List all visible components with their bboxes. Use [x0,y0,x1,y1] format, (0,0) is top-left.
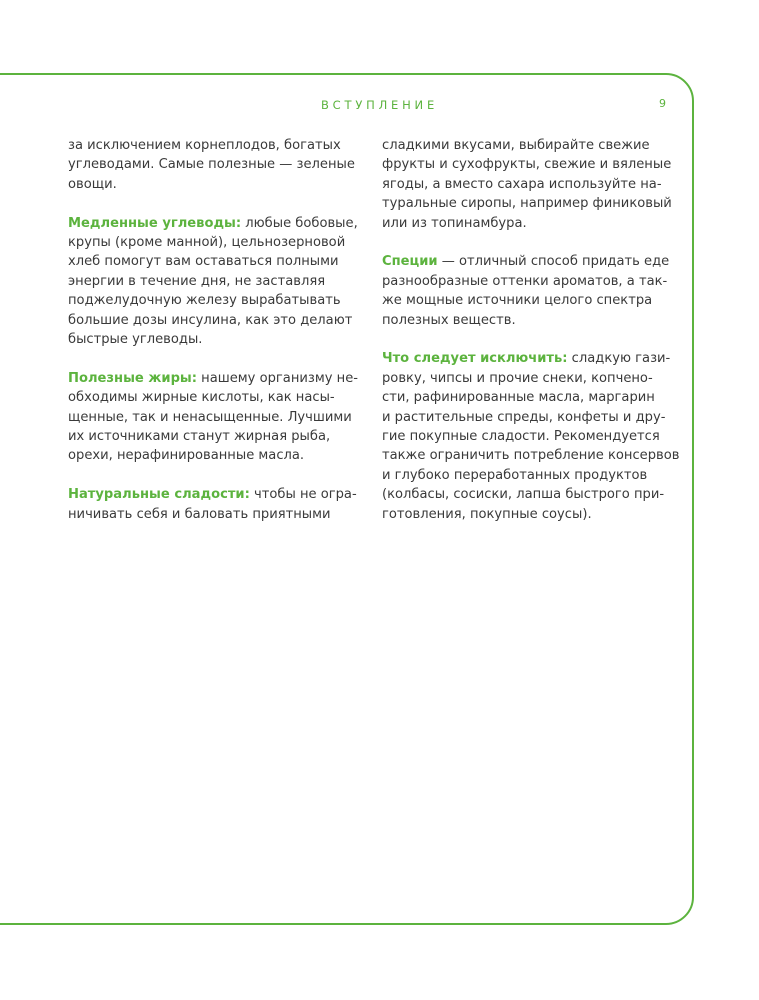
left-column [68,136,358,524]
term-slow-carbs: Медленные углеводы: [68,215,242,231]
text-line: и растительные спреды, конфеты и дру- [382,409,666,425]
text-line: крупы (кроме манной), цельнозерновой [68,235,346,251]
page-number: 9 [659,97,666,110]
section-title: ВСТУПЛЕНИЕ [320,98,439,112]
text-line: сладкими вкусами, выбирайте свежие [382,138,650,153]
paragraph-sweets-continued [382,136,672,233]
text-line: ягоды, а вместо сахара используйте на- [382,176,662,192]
text-line: поджелудочную железу вырабатывать [68,293,341,309]
text-line: туральные сиропы, например финиковый [382,196,672,212]
term-spices: Специи [382,254,438,270]
paragraph-natural-sweets [68,485,358,524]
text-line: быстрые углеводы. [68,332,203,348]
text-line: также ограничить потребление консервов [382,448,680,464]
text-line: их источниками станут жирная рыба, [68,429,331,445]
right-column [382,136,680,524]
text-line: ничивать себя и баловать приятными [68,506,331,522]
text-line: или из топинамбура. [382,215,527,231]
text-line: углеводами. Самые полезные — зеленые [68,157,355,173]
text-line: фрукты и сухофрукты, свежие и вяленые [382,157,672,173]
term-natural-sweets: Натуральные сладости: [68,487,250,503]
paragraph-healthy-fats [68,369,358,466]
text-fragment: — отличный способ придать еде [437,254,670,270]
text-line: за исключением корнеплодов, богатых [68,138,341,153]
text-line: полезных веществ. [382,312,516,328]
text-line: хлеб помогут вам оставаться полными [68,254,339,270]
text-line: овощи. [68,176,117,192]
text-line: готовления, покупные соусы). [382,506,592,522]
text-line [68,214,358,233]
paragraph-slow-carbs [68,214,358,350]
text-fragment: любые бобовые, [241,215,358,231]
text-fragment: нашему организму не- [197,370,358,386]
text-fragment: чтобы не огра- [249,487,357,503]
text-line: (колбасы, сосиски, лапша быстрого при- [382,487,665,503]
text-line [68,369,358,388]
paragraph-exclude [382,349,680,524]
paragraph-spices [382,252,672,330]
term-exclude: Что следует исключить: [382,351,568,367]
text-line: ровку, чипсы и прочие снеки, копчено- [382,370,653,386]
text-line: большие дозы инсулина, как это делают [68,312,353,328]
text-line [382,349,672,368]
paragraph-vegetables [68,136,358,194]
text-line: сти, рафинированные масла, маргарин [382,390,655,406]
text-line: щенные, так и ненасыщенные. Лучшими [68,409,352,425]
text-line [382,252,672,271]
text-line: разнообразные оттенки ароматов, а так- [382,273,668,289]
text-line: энергии в течение дня, не заставляя [68,273,326,289]
term-healthy-fats: Полезные жиры: [68,370,198,386]
text-line: же мощные источники целого спектра [382,293,653,309]
text-fragment: сладкую гази- [567,351,671,367]
text-line: гие покупные сладости. Рекомендуется [382,429,660,445]
text-line: и глубоко переработанных продуктов [382,467,648,483]
text-line [68,485,358,504]
text-line: обходимы жирные кислоты, как насы- [68,390,335,406]
text-line: орехи, нерафинированные масла. [68,448,305,464]
